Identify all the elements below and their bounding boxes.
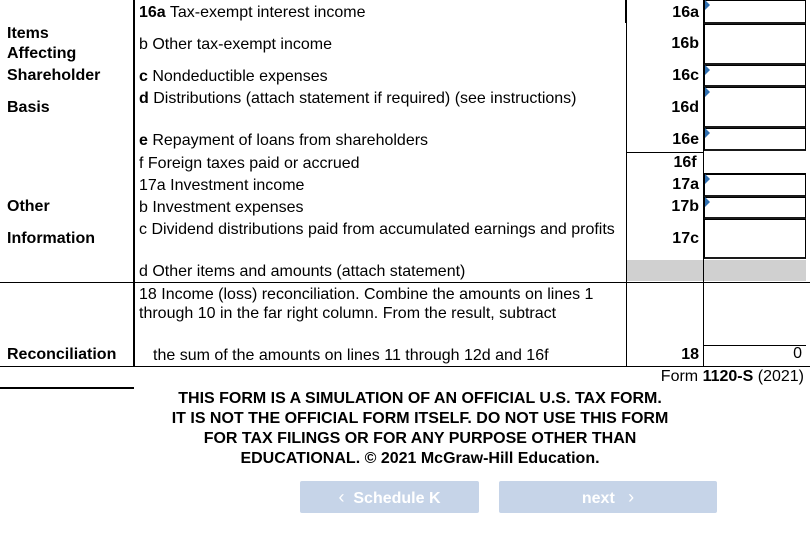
row-16e-desc <box>139 131 428 150</box>
field-marker-icon <box>705 174 710 184</box>
section-divider-bottom <box>0 366 810 367</box>
row-text: Repayment of loans from shareholders <box>147 132 429 149</box>
row-16a-code: 16a <box>672 4 699 21</box>
side-label-shareholder: Shareholder <box>7 67 101 84</box>
row-16b-desc: b Other tax-exempt income <box>139 36 332 53</box>
next-button[interactable] <box>499 481 717 513</box>
row-18-value-top <box>704 345 806 346</box>
row-17a-desc: 17a Investment income <box>139 177 305 194</box>
row-text: Nondeductible expenses <box>147 68 328 85</box>
field-16a[interactable] <box>704 0 806 24</box>
row-18-value: 0 <box>793 345 802 362</box>
side-label-basis: Basis <box>7 99 50 116</box>
row-prefix: e <box>139 132 148 149</box>
field-marker-icon <box>705 0 710 10</box>
field-16b[interactable] <box>704 24 806 65</box>
footer-divider <box>0 387 134 389</box>
row-16d-desc <box>139 89 619 108</box>
field-16c[interactable] <box>704 65 806 87</box>
row-16c-desc <box>139 67 328 86</box>
row-16e-code: 16e <box>672 131 699 148</box>
row-16f-top <box>627 152 704 153</box>
side-label-other: Other <box>7 198 50 215</box>
disclaimer-line: EDUCATIONAL. © 2021 McGraw-Hill Education. <box>240 450 600 467</box>
form-footer <box>661 368 804 386</box>
row-17c-desc: c Dividend distributions paid from accumulated earnings and profits <box>139 221 615 238</box>
form-footer-pre: Form <box>660 368 703 385</box>
section-divider <box>0 282 810 283</box>
side-label-affecting: Affecting <box>7 45 77 62</box>
row-16a-desc <box>139 3 366 22</box>
disclaimer-line: IT IS NOT THE OFFICIAL FORM ITSELF. DO NOT USE THIS FORM <box>171 410 669 427</box>
row-text: Distributions (attach statement if required) (see instructions) <box>148 90 577 107</box>
field-marker-icon <box>705 87 710 97</box>
row-17a-code: 17a <box>672 176 699 193</box>
row-prefix: c <box>139 68 148 85</box>
row-17b-desc: b Investment expenses <box>139 199 304 216</box>
row-prefix: d <box>139 90 149 107</box>
disclaimer-line: THIS FORM IS A SIMULATION OF AN OFFICIAL U.S. TAX FORM. <box>178 390 662 407</box>
chevron-right-icon: › <box>628 487 635 507</box>
row-17d-divider <box>703 260 704 281</box>
side-label-information: Information <box>7 230 95 247</box>
disclaimer-line: FOR TAX FILINGS OR FOR ANY PURPOSE OTHER THAN <box>203 430 637 447</box>
row-17c-code: 17c <box>672 230 699 247</box>
row-18-desc-bottom: the sum of the amounts on lines 11 through 12d and 16f <box>153 347 549 364</box>
row-text: Tax-exempt interest income <box>165 4 366 21</box>
form-footer-name: 1120-S <box>702 368 754 385</box>
row-18-desc: 18 Income (loss) reconciliation. Combine the amounts on lines 1 through 10 in the far right column. From the result, subtract <box>139 286 594 322</box>
disclaimer <box>135 389 705 469</box>
field-marker-icon <box>705 197 710 207</box>
field-marker-icon <box>705 65 710 75</box>
row-17d-desc: d Other items and amounts (attach statement) <box>139 263 466 280</box>
field-17c[interactable] <box>704 219 806 259</box>
label-column-divider <box>133 0 135 367</box>
row-16f-code: 16f <box>673 154 697 171</box>
field-16e[interactable] <box>704 128 806 151</box>
form-footer-year: (2021) <box>753 368 804 385</box>
row-16b-code: 16b <box>671 35 699 52</box>
row-prefix: 16a <box>139 4 166 21</box>
field-17a[interactable] <box>704 174 806 197</box>
side-label-reconciliation: Reconciliation <box>7 346 117 363</box>
next-label: next <box>581 490 615 507</box>
schedule-k-label: Schedule K <box>353 490 441 507</box>
row-16c-code: 16c <box>672 67 699 84</box>
field-marker-icon <box>705 128 710 138</box>
row-16f-desc: f Foreign taxes paid or accrued <box>139 155 360 172</box>
chevron-left-icon: ‹ <box>338 487 345 507</box>
row-17b-code: 17b <box>671 198 699 215</box>
row-17d-shaded <box>627 260 806 281</box>
side-label-items: Items <box>7 25 49 42</box>
row-16d-code: 16d <box>671 99 699 116</box>
schedule-k-button[interactable] <box>300 481 479 513</box>
field-16d[interactable] <box>704 87 806 128</box>
field-17b[interactable] <box>704 197 806 219</box>
row-18-code: 18 <box>681 346 699 363</box>
